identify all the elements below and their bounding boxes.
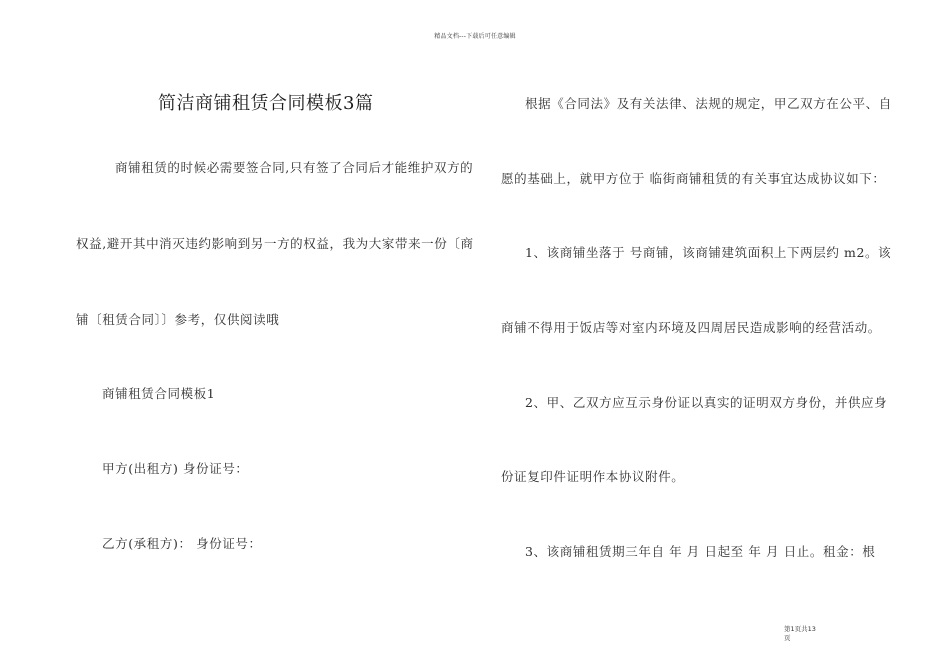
body-line: 权益,避开其中消灭违约影响到另一方的权益，我为大家带来一份〔商 xyxy=(76,236,474,251)
clause-1: 1、该商铺坐落于 号商铺，该商铺建筑面积上下两层约 m2。该 xyxy=(525,245,892,260)
page-number-line2: 页 xyxy=(784,634,791,642)
clause-2: 2、甲、乙双方应互示身份证以真实的证明双方身份，并供应身 xyxy=(525,395,888,410)
document-title: 简洁商铺租赁合同模板3篇 xyxy=(158,93,374,114)
party-b-line: 乙方(承租方)： 身份证号： xyxy=(102,536,262,551)
body-line: 根据《合同法》及有关法律、法规的规定，甲乙双方在公平、自 xyxy=(525,96,892,111)
clause-3: 3、该商铺租赁期三年自 年 月 日起至 年 月 日止。租金：根 xyxy=(525,544,876,559)
body-line: 愿的基础上，就甲方位于 临街商铺租赁的有关事宜达成协议如下： xyxy=(501,171,886,186)
section-heading: 商铺租赁合同模板1 xyxy=(102,386,216,401)
body-line: 铺〔租赁合同〕〕参考，仅供阅读哦 xyxy=(76,312,280,327)
party-a-line: 甲方(出租方) 身份证号： xyxy=(102,461,249,476)
body-line: 份证复印件证明作本协议附件。 xyxy=(501,469,685,484)
page-number-line1: 第1页共13 xyxy=(784,625,816,633)
body-line: 商铺租赁的时候必需要签合同,只有签了合同后才能维护双方的 xyxy=(115,160,474,175)
header-note: 精品文档---下载后可任意编辑 xyxy=(434,33,516,40)
page-number xyxy=(784,625,816,643)
body-line: 商铺不得用于饭店等对室内环境及四周居民造成影响的经营活动。 xyxy=(501,320,881,335)
